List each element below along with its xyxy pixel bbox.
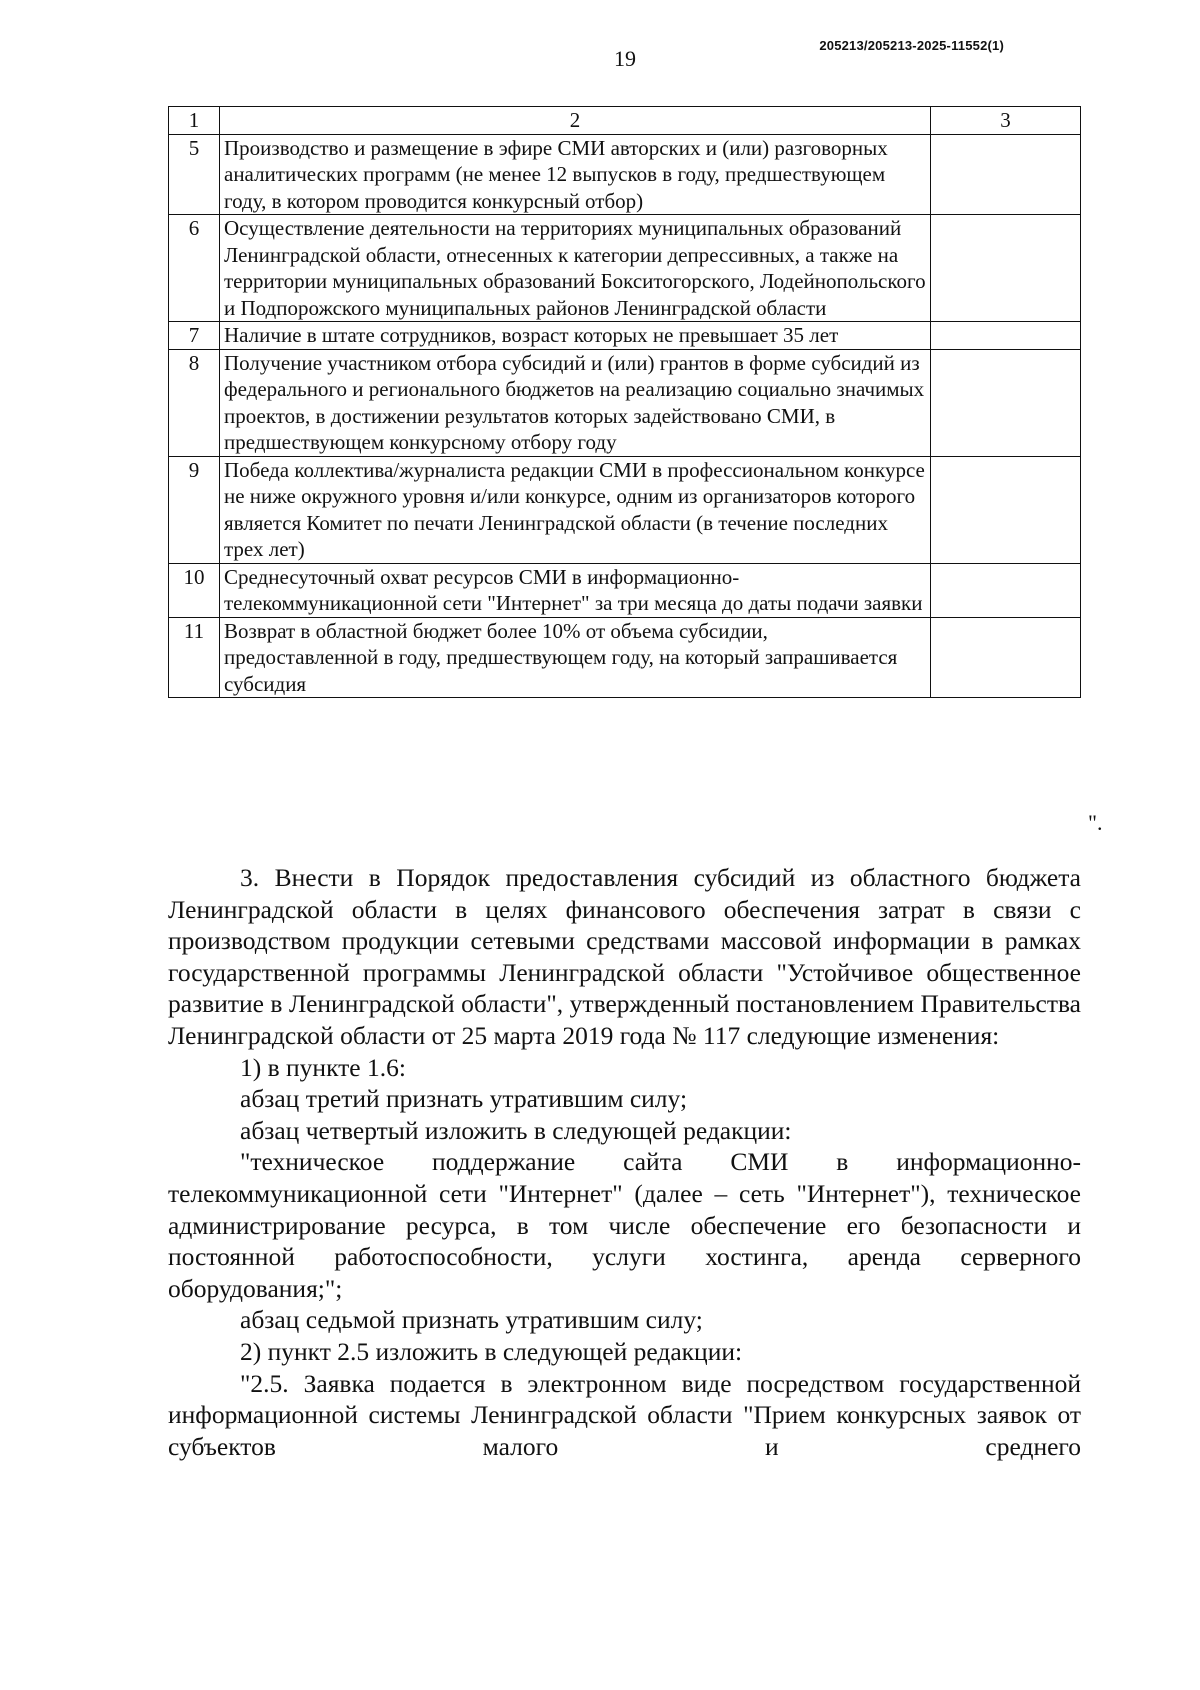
criterion-text: Производство и размещение в эфире СМИ авторских и (или) разговорных аналитических программ (не менее 12 выпусков в году, предшествующем году, в котором проводится конкурсный отбор) xyxy=(220,134,931,215)
table-row xyxy=(169,563,1081,617)
item-1: 1) в пункте 1.6: xyxy=(240,1052,406,1082)
row-number: 8 xyxy=(169,349,220,456)
criterion-value xyxy=(931,349,1081,456)
criterion-text: Среднесуточный охват ресурсов СМИ в информационно-телекоммуникационной сети "Интернет" за три месяца до даты подачи заявки xyxy=(220,563,931,617)
quote-technical-support: "техническое поддержание сайта СМИ в информационно-телекоммуникационной сети "Интернет" (далее – сеть "Интернет"), техническое администрирование ресурса, в том числе обеспечение его безопасности и постоянной работоспособности, услуги хостинга, аренда серверного оборудования;"; xyxy=(168,1147,1081,1303)
row-number: 6 xyxy=(169,215,220,322)
document-id: 205213/205213-2025-11552(1) xyxy=(819,38,1004,53)
table-row xyxy=(169,617,1081,698)
criterion-text: Возврат в областной бюджет более 10% от объема субсидии, предоставленной в году, предшествующем году, на который запрашивается субсидия xyxy=(220,617,931,698)
criterion-value xyxy=(931,215,1081,322)
criterion-text: Наличие в штате сотрудников, возраст которых не превышает 35 лет xyxy=(220,322,931,350)
row-number: 9 xyxy=(169,456,220,563)
paragraph-3: 3. Внести в Порядок предоставления субсидий из областного бюджета Ленинградской области в целях финансового обеспечения затрат в связи с производством продукции сетевыми средствами массовой информации в рамках государственной программы Ленинградской области "Устойчивое общественное развитие в Ленинградской области", утвержденный постановлением Правительства Ленинградской области от 25 марта 2019 года № 117 следующие изменения: xyxy=(168,863,1081,1050)
row-number: 5 xyxy=(169,134,220,215)
page-number: 19 xyxy=(614,46,636,71)
criteria-table xyxy=(168,106,1081,698)
table-row xyxy=(169,349,1081,456)
column-header: 2 xyxy=(220,107,931,135)
column-header: 1 xyxy=(169,107,220,135)
criterion-text: Осуществление деятельности на территориях муниципальных образований Ленинградской области, отнесенных к категории депрессивных, а также на территории муниципальных образований Бокситогорского, Лодейнопольского и Подпорожского муниципальных районов Ленинградской области xyxy=(220,215,931,322)
paragraph-abz-3: абзац третий признать утратившим силу; xyxy=(240,1084,688,1114)
criterion-value xyxy=(931,456,1081,563)
row-number: 10 xyxy=(169,563,220,617)
item-2: 2) пункт 2.5 изложить в следующей редакции: xyxy=(240,1336,743,1366)
table-row xyxy=(169,456,1081,563)
criterion-text: Получение участником отбора субсидий и (или) грантов в форме субсидий из федерального и регионального бюджетов на реализацию социально значимых проектов, в достижении результатов которых задействовано СМИ, в предшествующем конкурсному отбору году xyxy=(220,349,931,456)
closing-quote: ". xyxy=(1088,810,1103,835)
criterion-text: Победа коллектива/журналиста редакции СМИ в профессиональном конкурсе не ниже окружного уровня и/или конкурсе, одним из организаторов которого является Комитет по печати Ленинградской области (в течение последних трех лет) xyxy=(220,456,931,563)
table-row xyxy=(169,322,1081,350)
row-number: 7 xyxy=(169,322,220,350)
table-row xyxy=(169,134,1081,215)
row-number: 11 xyxy=(169,617,220,698)
paragraph-abz-4: абзац четвертый изложить в следующей редакции: xyxy=(240,1115,792,1145)
criterion-value xyxy=(931,134,1081,215)
paragraph-abz-7: абзац седьмой признать утратившим силу; xyxy=(240,1305,703,1335)
body-text xyxy=(168,862,1081,1462)
table-header-row xyxy=(169,107,1081,135)
criterion-value xyxy=(931,617,1081,698)
table-row xyxy=(169,215,1081,322)
column-header: 3 xyxy=(931,107,1081,135)
criterion-value xyxy=(931,322,1081,350)
criterion-value xyxy=(931,563,1081,617)
quote-2-5: "2.5. Заявка подается в электронном виде посредством государственной информационной системы Ленинградской области "Прием конкурсных заявок от субъектов малого и среднего xyxy=(168,1368,1081,1461)
